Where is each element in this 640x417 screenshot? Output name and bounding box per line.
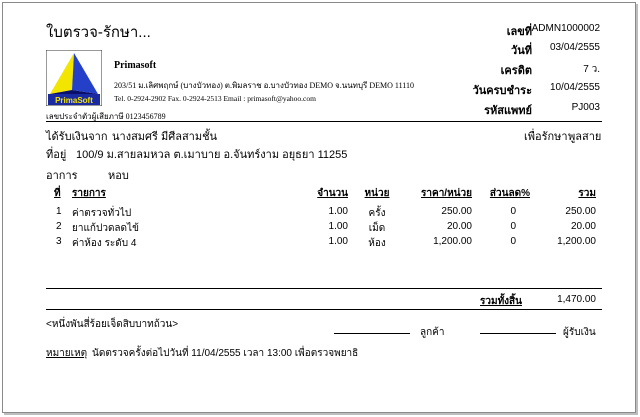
pyramid-logo-icon — [46, 50, 102, 106]
symptom-label: อาการ — [46, 170, 78, 182]
row-total: 250.00 — [565, 206, 596, 217]
col-header-price: ราคา/หน่วย — [421, 188, 472, 199]
grand-total-value: 1,470.00 — [557, 294, 596, 305]
received-from-label: ได้รับเงินจาก — [46, 131, 108, 143]
row-item: ยาแก้ปวดลดไข้ — [72, 223, 139, 234]
row-discount: 0 — [510, 236, 516, 247]
meta-value-date: 03/04/2555 — [549, 42, 600, 53]
row-qty: 1.00 — [328, 206, 348, 217]
col-header-total: รวม — [578, 188, 596, 199]
company-contact: Tel. 0-2924-2902 Fax. 0-2924-2513 Email : primasoft@yahoo.com — [114, 94, 316, 103]
col-header-qty: จำนวน — [317, 188, 348, 199]
meta-label-due-date: วันครบชำระ — [472, 85, 532, 97]
row-no: 2 — [56, 221, 62, 232]
row-unit: เม็ด — [368, 223, 386, 234]
row-price: 250.00 — [441, 206, 472, 217]
row-price: 20.00 — [446, 221, 472, 232]
row-discount: 0 — [510, 221, 516, 232]
grand-total-label: รวมทั้งสิ้น — [480, 296, 522, 307]
meta-value-credit: 7 ว. — [583, 64, 600, 75]
company-name: Primasoft — [114, 60, 157, 71]
amount-in-words: <หนึ่งพันสี่ร้อยเจ็ดสิบบาทถ้วน> — [46, 319, 179, 330]
col-header-item: รายการ — [72, 188, 106, 199]
row-price: 1,200.00 — [433, 236, 472, 247]
row-no: 3 — [56, 236, 62, 247]
symptom-value: หอบ — [108, 170, 129, 182]
row-no: 1 — [56, 206, 62, 217]
logo-text: PrimaSoft — [55, 96, 93, 105]
row-total: 20.00 — [570, 221, 596, 232]
meta-value-doc-no: ADMN1000002 — [531, 23, 600, 34]
meta-value-doctor-code: PJ003 — [571, 102, 600, 113]
company-address: 203/51 ม.เลิศพฤกษ์ (บางบัวทอง) ต.พิมลราช อ.บางบัวทอง DEMO จ.นนทบุรี DEMO 11110 — [114, 81, 414, 90]
company-logo — [46, 50, 102, 106]
customer-signature-line — [334, 333, 410, 334]
col-header-discount: ส่วนลด% — [489, 188, 530, 199]
row-unit: ห้อง — [368, 238, 386, 249]
customer-signature-label: ลูกค้า — [420, 327, 445, 338]
address-value: 100/9 ม.สายลมหวล ต.เมาบาย อ.จันทร์งาม อยุธยา 11255 — [76, 149, 348, 161]
received-from-value: นางสมศรี มีศีลสามชั้น — [112, 131, 218, 143]
total-bottom-divider — [46, 309, 602, 310]
row-unit: ครั้ง — [368, 208, 386, 219]
treat-label: เพื่อรักษา — [524, 131, 568, 143]
col-header-unit: หน่วย — [364, 188, 390, 199]
col-header-no: ที่ — [54, 188, 61, 199]
header-divider — [46, 121, 602, 122]
meta-label-date: วันที่ — [511, 45, 532, 57]
row-item: ค่าตรวจทั่วไป — [72, 208, 132, 219]
meta-value-due-date: 10/04/2555 — [549, 82, 600, 93]
row-qty: 1.00 — [328, 221, 348, 232]
meta-label-credit: เครดิต — [500, 65, 532, 77]
meta-label-doctor-code: รหัสแพทย์ — [484, 105, 532, 117]
row-qty: 1.00 — [328, 236, 348, 247]
receiver-signature-line — [480, 333, 556, 334]
address-label: ที่อยู่ — [46, 149, 67, 161]
total-divider — [46, 288, 602, 289]
meta-label-doc-no: เลขที่ — [506, 26, 532, 38]
row-total: 1,200.00 — [557, 236, 596, 247]
treat-value: พูลสาย — [568, 131, 602, 143]
document-title: ใบตรวจ-รักษา... — [46, 24, 151, 41]
company-tax-id: เลขประจำตัวผู้เสียภาษี 0123456789 — [46, 112, 166, 121]
receiver-signature-label: ผู้รับเงิน — [563, 327, 596, 338]
note-label: หมายเหตุ — [46, 348, 88, 359]
row-item: ค่าห้อง ระดับ 4 — [72, 238, 137, 249]
row-discount: 0 — [510, 206, 516, 217]
note-text: นัดตรวจครั้งต่อไปวันที่ 11/04/2555 เวลา 13:00 เพื่อตรวจพยาธิ — [92, 348, 359, 359]
